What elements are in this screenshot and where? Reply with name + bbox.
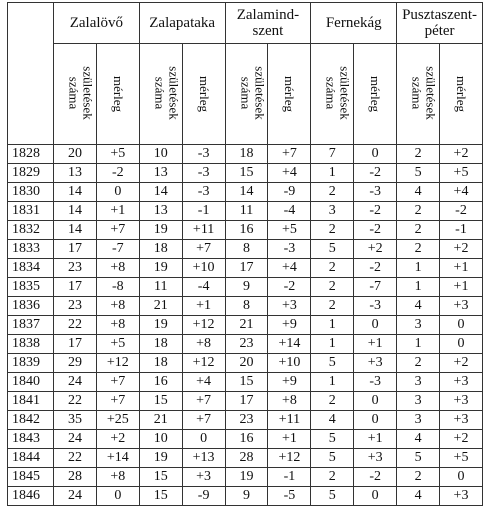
- births-count-cell: 2: [397, 354, 440, 373]
- births-count-cell: 22: [54, 316, 97, 335]
- village-header-zalapataka: [139, 3, 225, 44]
- births-count-cell: 16: [139, 373, 182, 392]
- births-count-cell: 2: [397, 202, 440, 221]
- balance-cell: +14: [268, 335, 311, 354]
- balance-cell: 0: [96, 487, 139, 506]
- balance-cell: +5: [96, 145, 139, 164]
- balance-cell: +7: [182, 392, 225, 411]
- births-count-cell: 19: [225, 468, 268, 487]
- year-cell: 1843: [8, 430, 54, 449]
- births-count-label-line1: születések: [338, 66, 354, 120]
- year-cell: 1845: [8, 468, 54, 487]
- table-row: [8, 164, 483, 183]
- balance-cell: +5: [440, 449, 483, 468]
- balance-cell: +5: [96, 335, 139, 354]
- births-count-cell: 4: [397, 297, 440, 316]
- balance-cell: +7: [96, 221, 139, 240]
- births-count-cell: 3: [397, 392, 440, 411]
- births-count-label-line1: születések: [166, 66, 182, 120]
- births-count-cell: 16: [225, 221, 268, 240]
- balance-cell: +3: [354, 449, 397, 468]
- balance-cell: +2: [440, 354, 483, 373]
- balance-cell: +4: [268, 164, 311, 183]
- village-name: Fernekág: [325, 15, 382, 31]
- births-count-cell: 13: [139, 164, 182, 183]
- births-count-cell: 18: [139, 240, 182, 259]
- births-count-label: [324, 66, 352, 119]
- births-count-cell: 21: [139, 411, 182, 430]
- table-row: [8, 392, 483, 411]
- balance-cell: +9: [268, 373, 311, 392]
- balance-cell: 0: [182, 430, 225, 449]
- births-count-cell: 8: [225, 297, 268, 316]
- year-cell: 1829: [8, 164, 54, 183]
- balance-cell: +2: [440, 240, 483, 259]
- births-count-cell: 5: [397, 164, 440, 183]
- births-count-label-line1: születések: [423, 66, 439, 120]
- balance-cell: +3: [268, 297, 311, 316]
- balance-label: mérleg: [196, 75, 212, 113]
- village-header-pusztaszentpeter: [397, 3, 483, 44]
- births-count-label-line2: száma: [238, 76, 254, 110]
- births-count-cell: 14: [225, 183, 268, 202]
- village-header-zalamindszent: [225, 3, 311, 44]
- balance-cell: -8: [96, 278, 139, 297]
- births-count-cell: 7: [311, 145, 354, 164]
- balance-cell: -1: [182, 202, 225, 221]
- births-count-cell: 4: [397, 487, 440, 506]
- year-cell: 1831: [8, 202, 54, 221]
- balance-cell: -2: [96, 164, 139, 183]
- births-count-cell: 20: [225, 354, 268, 373]
- balance-cell: 0: [96, 183, 139, 202]
- balance-cell: +14: [96, 449, 139, 468]
- births-count-cell: 3: [397, 316, 440, 335]
- births-count-label-line1: születések: [80, 66, 96, 120]
- year-cell: 1832: [8, 221, 54, 240]
- year-cell: 1846: [8, 487, 54, 506]
- table-row: [8, 373, 483, 392]
- balance-cell: +1: [182, 297, 225, 316]
- balance-cell: +7: [96, 392, 139, 411]
- table-row: [8, 202, 483, 221]
- table-row: [8, 468, 483, 487]
- births-count-cell: 9: [225, 278, 268, 297]
- balance-cell: +12: [182, 316, 225, 335]
- subheader-row: [8, 44, 483, 145]
- balance-cell: +10: [268, 354, 311, 373]
- balance-cell: +5: [268, 221, 311, 240]
- balance-cell: +1: [440, 259, 483, 278]
- births-count-cell: 23: [225, 411, 268, 430]
- balance-cell: 0: [440, 316, 483, 335]
- births-count-header: [397, 44, 440, 145]
- births-count-cell: 15: [225, 373, 268, 392]
- table-row: [8, 183, 483, 202]
- births-count-cell: 22: [54, 392, 97, 411]
- births-count-label: [152, 66, 180, 119]
- births-count-cell: 16: [225, 430, 268, 449]
- village-header-row: [8, 3, 483, 44]
- births-count-cell: 5: [311, 354, 354, 373]
- births-count-cell: 20: [54, 145, 97, 164]
- balance-cell: +8: [96, 297, 139, 316]
- balance-cell: +2: [354, 240, 397, 259]
- births-count-cell: 23: [54, 297, 97, 316]
- births-count-cell: 5: [311, 449, 354, 468]
- balance-label: mérleg: [368, 75, 384, 113]
- births-count-cell: 5: [311, 487, 354, 506]
- table-row: [8, 145, 483, 164]
- balance-cell: -2: [354, 221, 397, 240]
- balance-cell: +3: [440, 373, 483, 392]
- births-count-cell: 4: [397, 430, 440, 449]
- births-count-cell: 29: [54, 354, 97, 373]
- balance-cell: +3: [182, 468, 225, 487]
- births-count-cell: 18: [139, 335, 182, 354]
- births-count-cell: 2: [311, 468, 354, 487]
- births-count-cell: 10: [139, 145, 182, 164]
- balance-cell: -9: [182, 487, 225, 506]
- village-name: Zalalövő: [69, 15, 124, 31]
- births-count-cell: 15: [225, 164, 268, 183]
- births-count-cell: 24: [54, 487, 97, 506]
- births-count-cell: 15: [139, 468, 182, 487]
- balance-header: [354, 44, 397, 145]
- balance-cell: -2: [268, 278, 311, 297]
- village-header-fernekag: [311, 3, 397, 44]
- table-row: [8, 240, 483, 259]
- balance-cell: 0: [440, 335, 483, 354]
- table-body: [8, 145, 483, 506]
- births-count-cell: 15: [139, 487, 182, 506]
- births-count-cell: 2: [397, 240, 440, 259]
- balance-cell: +7: [182, 411, 225, 430]
- births-count-cell: 11: [139, 278, 182, 297]
- births-count-header: [225, 44, 268, 145]
- balance-cell: +1: [96, 202, 139, 221]
- village-name-line2: szent: [252, 23, 284, 39]
- births-count-cell: 2: [311, 183, 354, 202]
- births-count-cell: 18: [139, 354, 182, 373]
- balance-cell: 0: [354, 411, 397, 430]
- balance-cell: +3: [440, 411, 483, 430]
- births-count-cell: 2: [397, 145, 440, 164]
- births-count-cell: 19: [139, 259, 182, 278]
- year-cell: 1833: [8, 240, 54, 259]
- balance-cell: +4: [182, 373, 225, 392]
- balance-cell: +5: [440, 164, 483, 183]
- table-row: [8, 221, 483, 240]
- balance-cell: +12: [96, 354, 139, 373]
- births-count-cell: 19: [139, 449, 182, 468]
- balance-cell: 0: [354, 145, 397, 164]
- births-count-cell: 28: [54, 468, 97, 487]
- births-count-cell: 1: [311, 373, 354, 392]
- table-row: [8, 411, 483, 430]
- year-cell: 1840: [8, 373, 54, 392]
- table-row: [8, 449, 483, 468]
- village-name-line2: péter: [424, 23, 455, 39]
- births-count-label: [238, 66, 266, 119]
- births-count-cell: 17: [54, 335, 97, 354]
- births-count-cell: 21: [139, 297, 182, 316]
- births-count-cell: 1: [311, 335, 354, 354]
- births-count-cell: 2: [311, 297, 354, 316]
- year-cell: 1828: [8, 145, 54, 164]
- year-cell: 1842: [8, 411, 54, 430]
- balance-cell: +8: [182, 335, 225, 354]
- births-count-cell: 2: [311, 392, 354, 411]
- births-count-cell: 18: [225, 145, 268, 164]
- balance-cell: -5: [268, 487, 311, 506]
- balance-cell: +25: [96, 411, 139, 430]
- balance-cell: +3: [440, 297, 483, 316]
- births-count-cell: 1: [397, 335, 440, 354]
- births-count-cell: 24: [54, 373, 97, 392]
- balance-header: [96, 44, 139, 145]
- births-count-cell: 13: [139, 202, 182, 221]
- balance-cell: +2: [440, 145, 483, 164]
- balance-cell: +3: [354, 354, 397, 373]
- balance-cell: +12: [182, 354, 225, 373]
- table-row: [8, 430, 483, 449]
- balance-cell: -3: [354, 183, 397, 202]
- corner-cell: [8, 3, 54, 145]
- births-count-cell: 11: [225, 202, 268, 221]
- balance-cell: -4: [268, 202, 311, 221]
- year-cell: 1835: [8, 278, 54, 297]
- balance-cell: +8: [96, 316, 139, 335]
- births-count-cell: 2: [311, 221, 354, 240]
- year-cell: 1844: [8, 449, 54, 468]
- births-count-cell: 28: [225, 449, 268, 468]
- balance-cell: -7: [354, 278, 397, 297]
- births-count-cell: 4: [397, 183, 440, 202]
- births-count-cell: 2: [397, 221, 440, 240]
- balance-cell: 0: [354, 487, 397, 506]
- balance-cell: +7: [182, 240, 225, 259]
- balance-cell: +1: [440, 278, 483, 297]
- balance-cell: +3: [440, 487, 483, 506]
- balance-cell: -3: [182, 164, 225, 183]
- balance-cell: +1: [268, 430, 311, 449]
- births-count-label-line2: száma: [66, 76, 82, 110]
- balance-cell: +7: [268, 145, 311, 164]
- balance-cell: +12: [268, 449, 311, 468]
- year-cell: 1839: [8, 354, 54, 373]
- balance-cell: -3: [182, 183, 225, 202]
- year-cell: 1837: [8, 316, 54, 335]
- births-count-cell: 2: [311, 278, 354, 297]
- balance-cell: +1: [354, 335, 397, 354]
- balance-cell: -1: [268, 468, 311, 487]
- balance-cell: +4: [268, 259, 311, 278]
- balance-cell: +2: [96, 430, 139, 449]
- year-cell: 1838: [8, 335, 54, 354]
- balance-cell: +7: [96, 373, 139, 392]
- births-count-cell: 10: [139, 430, 182, 449]
- births-count-cell: 3: [397, 411, 440, 430]
- births-count-label-line2: száma: [152, 76, 168, 110]
- table-row: [8, 278, 483, 297]
- births-count-cell: 19: [139, 316, 182, 335]
- balance-label: mérleg: [282, 75, 298, 113]
- births-count-label-line2: száma: [409, 76, 425, 110]
- balance-cell: +9: [268, 316, 311, 335]
- births-count-cell: 23: [225, 335, 268, 354]
- balance-label: mérleg: [110, 75, 126, 113]
- balance-cell: 0: [354, 392, 397, 411]
- births-count-cell: 14: [139, 183, 182, 202]
- births-count-cell: 14: [54, 221, 97, 240]
- balance-header: [440, 44, 483, 145]
- balance-header: [268, 44, 311, 145]
- balance-cell: -7: [96, 240, 139, 259]
- balance-cell: -2: [354, 164, 397, 183]
- births-count-cell: 3: [397, 373, 440, 392]
- births-count-cell: 3: [311, 202, 354, 221]
- births-count-cell: 1: [397, 278, 440, 297]
- births-count-cell: 1: [397, 259, 440, 278]
- births-count-cell: 13: [54, 164, 97, 183]
- births-count-label-line2: száma: [324, 76, 340, 110]
- balance-cell: +8: [96, 468, 139, 487]
- births-count-cell: 21: [225, 316, 268, 335]
- births-count-cell: 5: [311, 240, 354, 259]
- births-count-cell: 22: [54, 449, 97, 468]
- births-count-header: [311, 44, 354, 145]
- births-count-label: [410, 66, 438, 119]
- births-count-cell: 2: [311, 259, 354, 278]
- births-count-cell: 1: [311, 316, 354, 335]
- village-name-line1: Pusztaszent-: [402, 7, 478, 23]
- table-row: [8, 354, 483, 373]
- balance-cell: -2: [354, 468, 397, 487]
- births-count-label-line1: születések: [252, 66, 268, 120]
- births-balance-table: [7, 2, 483, 506]
- balance-cell: +4: [440, 183, 483, 202]
- village-name: Zalapataka: [149, 15, 216, 31]
- balance-cell: 0: [440, 468, 483, 487]
- balance-cell: -4: [182, 278, 225, 297]
- year-cell: 1834: [8, 259, 54, 278]
- balance-cell: -3: [354, 297, 397, 316]
- table-row: [8, 259, 483, 278]
- births-count-header: [139, 44, 182, 145]
- balance-label: mérleg: [454, 75, 469, 113]
- births-count-cell: 17: [54, 278, 97, 297]
- balance-cell: 0: [354, 316, 397, 335]
- births-count-cell: 24: [54, 430, 97, 449]
- village-header-zalalovo: [54, 3, 140, 44]
- balance-cell: -3: [354, 373, 397, 392]
- births-count-cell: 19: [139, 221, 182, 240]
- balance-cell: +8: [268, 392, 311, 411]
- balance-cell: +13: [182, 449, 225, 468]
- births-count-cell: 2: [397, 468, 440, 487]
- balance-cell: -2: [440, 202, 483, 221]
- table-row: [8, 335, 483, 354]
- births-count-cell: 1: [311, 164, 354, 183]
- balance-cell: -2: [354, 202, 397, 221]
- balance-cell: +3: [440, 392, 483, 411]
- balance-cell: +11: [268, 411, 311, 430]
- balance-cell: -3: [268, 240, 311, 259]
- balance-cell: -3: [182, 145, 225, 164]
- balance-cell: +1: [354, 430, 397, 449]
- table-row: [8, 316, 483, 335]
- village-name-line1: Zalamind-: [236, 7, 300, 23]
- balance-cell: +2: [440, 430, 483, 449]
- balance-cell: -1: [440, 221, 483, 240]
- births-count-header: [54, 44, 97, 145]
- year-cell: 1830: [8, 183, 54, 202]
- balance-cell: +8: [96, 259, 139, 278]
- year-cell: 1836: [8, 297, 54, 316]
- births-count-cell: 15: [139, 392, 182, 411]
- births-count-cell: 35: [54, 411, 97, 430]
- balance-cell: -2: [354, 259, 397, 278]
- births-count-cell: 14: [54, 202, 97, 221]
- births-count-cell: 17: [225, 392, 268, 411]
- births-count-label: [67, 66, 95, 119]
- births-count-cell: 5: [311, 430, 354, 449]
- births-count-cell: 14: [54, 183, 97, 202]
- births-count-cell: 17: [54, 240, 97, 259]
- births-count-cell: 4: [311, 411, 354, 430]
- balance-cell: +11: [182, 221, 225, 240]
- year-cell: 1841: [8, 392, 54, 411]
- births-count-cell: 9: [225, 487, 268, 506]
- table-row: [8, 297, 483, 316]
- births-count-cell: 17: [225, 259, 268, 278]
- table-row: [8, 487, 483, 506]
- balance-cell: -9: [268, 183, 311, 202]
- births-count-cell: 23: [54, 259, 97, 278]
- balance-header: [182, 44, 225, 145]
- balance-cell: +10: [182, 259, 225, 278]
- births-count-cell: 8: [225, 240, 268, 259]
- births-count-cell: 5: [397, 449, 440, 468]
